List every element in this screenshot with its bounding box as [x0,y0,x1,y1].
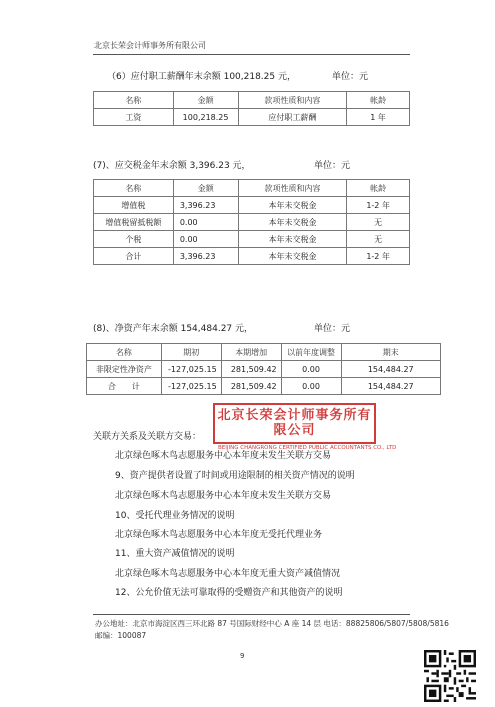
header-cell: 帐龄 [347,92,410,109]
table-cell: 合计 [94,248,174,265]
footer-rule [93,614,410,615]
table-cell: 本年未交税金 [238,248,347,265]
header-cell: 期末 [341,344,441,361]
tax-unit: 单位：元 [314,161,351,171]
table-cell: 281,509.42 [221,361,281,378]
table-cell: 1-2 年 [347,248,410,265]
table-header-row [94,180,410,197]
table-cell: 非限定性净资产 [87,361,162,378]
table-cell: 本年未交税金 [238,231,347,248]
table-row [94,109,410,126]
table-cell: 3,396.23 [173,197,238,214]
table-cell: 增值税 [94,197,174,214]
table-cell: 3,396.23 [173,248,238,265]
paragraph-line: 9、资产提供者设置了时间或用途限制的相关资产情况的说明 [115,471,355,481]
header-cell: 款项性质和内容 [238,92,347,109]
table-header-row [87,344,441,361]
header-cell: 款项性质和内容 [238,180,347,197]
header-cell: 名称 [94,180,174,197]
header-cell: 金额 [173,92,238,109]
stamp-en-text: BEIJING CHANGRONG CERTIFIED PUBLIC ACCOUNTANTS CO., LTD [218,442,371,453]
payroll-table [93,91,410,126]
table-cell: 0.00 [281,378,341,395]
table-cell: -127,025.15 [161,361,221,378]
footer-address: 办公地址：北京市海淀区西三环北路 87 号国际财经中心 A 座 14 层 电话：88825806/5807/5808/5816 [95,619,449,628]
page-number: 9 [240,652,245,660]
table-cell: 281,509.42 [221,378,281,395]
header-cell: 名称 [87,344,162,361]
net-assets-title: (8)、净资产年末余额 154,484.27 元， [93,324,254,334]
header-cell: 以前年度调整 [281,344,341,361]
table-cell: 1 年 [347,109,410,126]
table-cell: 154,484.27 [341,361,441,378]
header-cell: 帐龄 [347,180,410,197]
table-row [87,378,441,395]
table-cell: 1-2 年 [347,197,410,214]
footer-postcode: 邮编：100087 [95,631,147,640]
table-cell: 应付职工薪酬 [238,109,347,126]
firm-header: 北京长荣会计师事务所有限公司 [94,41,206,50]
table-cell: -127,025.15 [161,378,221,395]
payroll-title: （6）应付职工薪酬年末余额 100,218.25 元， [107,72,296,82]
table-cell: 工资 [94,109,174,126]
paragraph-line: 11、重大资产减值情况的说明 [115,549,235,559]
table-cell: 0.00 [173,214,238,231]
table-cell: 本年未交税金 [238,214,347,231]
table-cell: 0.00 [173,231,238,248]
stamp-cn-text: 北京长荣会计师事务所有限公司 [217,408,372,438]
qr-code-icon [424,650,476,702]
paragraph-line: 北京绿色啄木鸟志愿服务中心本年度无受托代理业务 [115,530,323,540]
header-rule [93,54,410,55]
payroll-unit: 单位：元 [332,72,369,82]
table-cell: 0.00 [281,361,341,378]
table-cell: 本年未交税金 [238,197,347,214]
paragraph-line: 北京绿色啄木鸟志愿服务中心本年度未发生关联方交易 [115,451,332,461]
table-cell: 154,484.27 [341,378,441,395]
table-row [87,361,441,378]
net-assets-table [86,343,441,395]
table-header-row [94,92,410,109]
header-cell: 名称 [94,92,174,109]
paragraph-line: 12、公允价值无法可靠取得的受赠资产和其他资产的说明 [115,588,343,598]
related-party-heading: 关联方关系及关联方交易： [93,432,202,442]
table-row [94,197,410,214]
header-cell: 金额 [173,180,238,197]
tax-table [93,179,410,265]
company-stamp [213,403,397,451]
table-cell: 无 [347,214,410,231]
header-cell: 期初 [161,344,221,361]
paragraph-line: 北京绿色啄木鸟志愿服务中心本年度无重大资产减值情况 [115,569,341,579]
table-row [94,214,410,231]
paragraph-line: 10、受托代理业务情况的说明 [115,511,235,521]
table-cell: 100,218.25 [173,109,238,126]
table-cell: 增值税留抵税额 [94,214,174,231]
table-row [94,248,410,265]
paragraph-line: 北京绿色啄木鸟志愿服务中心本年度未发生关联方交易 [115,491,332,501]
table-cell: 无 [347,231,410,248]
table-cell: 个税 [94,231,174,248]
header-cell: 本期增加 [221,344,281,361]
table-row [94,231,410,248]
table-cell: 合 计 [87,378,162,395]
tax-title: (7)、应交税金年末余额 3,396.23 元， [93,161,251,171]
net-assets-unit: 单位：元 [314,324,351,334]
